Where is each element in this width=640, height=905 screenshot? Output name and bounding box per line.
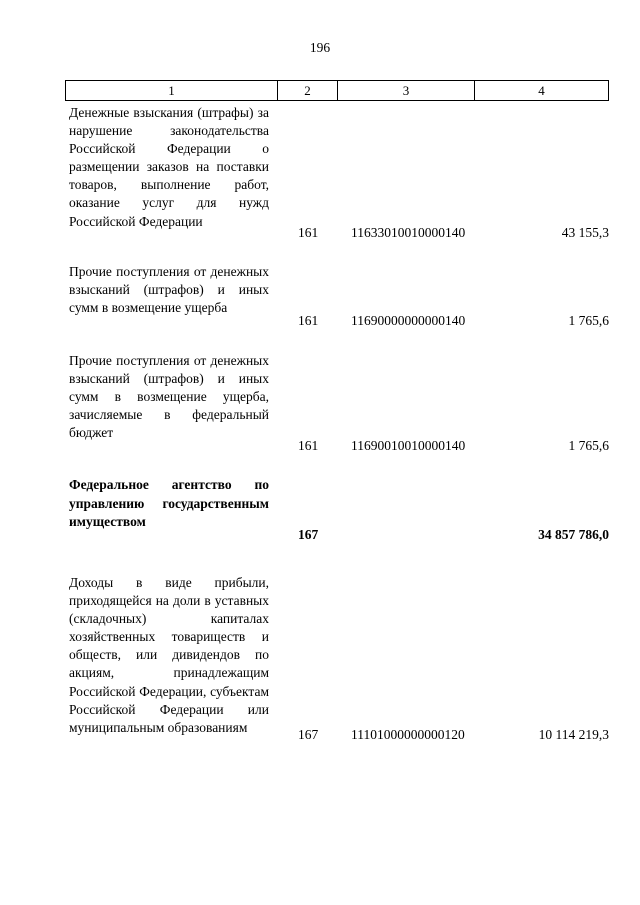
row-amount: 1 765,6 — [568, 313, 609, 328]
row-kbk: 11633010010000140 — [351, 225, 466, 240]
page-number: 196 — [309, 40, 331, 55]
table-row — [69, 263, 609, 330]
header-col-2: 2 — [278, 81, 338, 100]
table-row — [69, 476, 609, 544]
row-description: Доходы в виде прибыли, приходящейся на доли в уставных (складочных) капиталах хозяйственных товариществ и обществ, или дивидендов по акциям, принадлежащим Российской Федерации, субъектам Российской Федерации или муниципальным образованиям — [69, 575, 269, 735]
row-description: Прочие поступления от денежных взысканий (штрафов) и иных сумм в возмещение ущерба, зачисляемые в федеральный бюджет — [69, 353, 269, 441]
header-col-3: 3 — [338, 81, 475, 100]
row-code: 161 — [298, 225, 319, 240]
row-kbk: 11690010010000140 — [351, 438, 466, 453]
row-amount: 10 114 219,3 — [538, 727, 609, 742]
row-amount: 43 155,3 — [561, 225, 609, 240]
row-code: 161 — [298, 438, 319, 453]
header-col-1: 1 — [66, 81, 278, 100]
row-code: 167 — [298, 727, 319, 742]
row-amount: 34 857 786,0 — [538, 527, 609, 542]
row-description: Прочие поступления от денежных взысканий (штрафов) и иных сумм в возмещение ущерба — [69, 264, 269, 316]
table-row — [69, 574, 609, 744]
table-row — [69, 104, 609, 242]
header-col-4: 4 — [538, 82, 545, 98]
row-description: Денежные взыскания (штрафы) за нарушение законодательства Российской Федерации о размещении заказов на поставки товаров, выполнение работ, оказание услуг для нужд Российской Федерации — [69, 105, 269, 229]
row-kbk: 11690000000000140 — [351, 313, 466, 328]
row-code: 167 — [298, 527, 319, 542]
row-amount: 1 765,6 — [568, 438, 609, 453]
table-header — [65, 80, 609, 101]
row-code: 161 — [298, 313, 319, 328]
table-row — [69, 352, 609, 455]
row-description: Федеральное агентство по управлению государственным имуществом — [69, 477, 269, 529]
row-kbk: 11101000000000120 — [351, 727, 465, 742]
